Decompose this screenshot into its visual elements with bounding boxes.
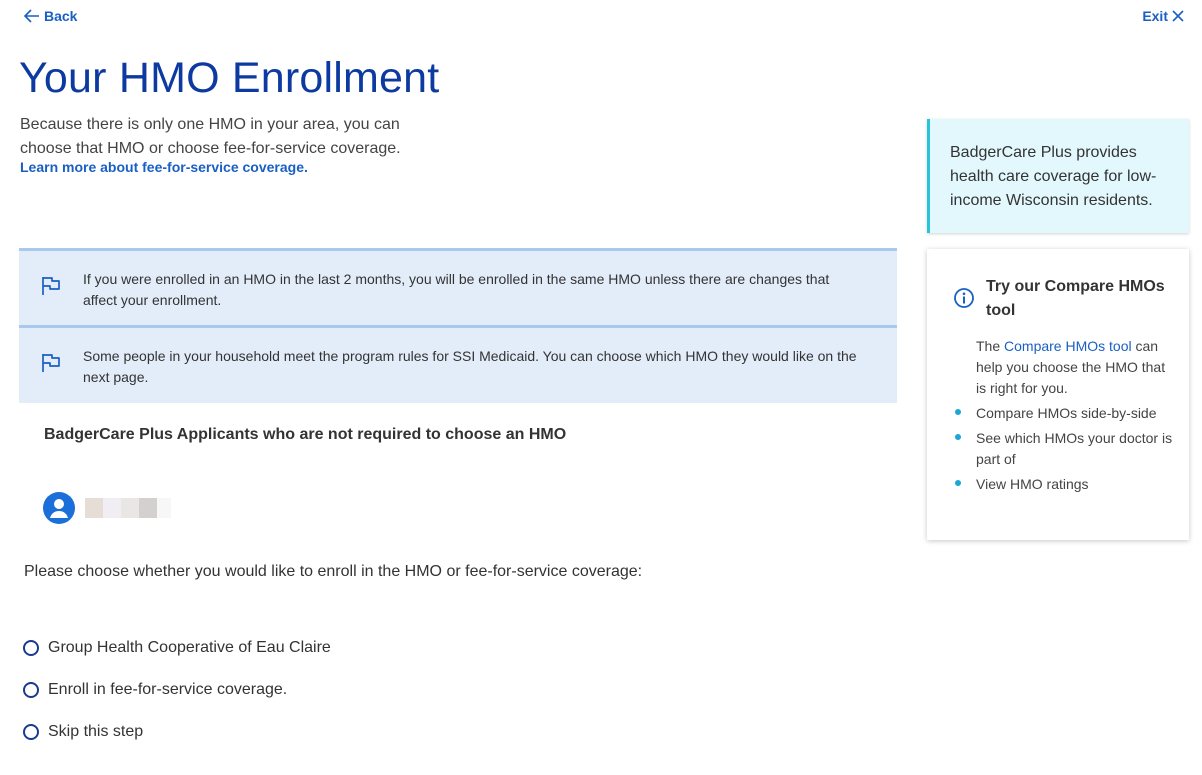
close-icon bbox=[1172, 10, 1184, 22]
exit-label: Exit bbox=[1142, 8, 1168, 24]
compare-hmos-card bbox=[927, 249, 1189, 540]
list-item: Compare HMOs side-by-side bbox=[976, 403, 1181, 424]
list-item: See which HMOs your doctor is part of bbox=[976, 428, 1181, 470]
card-body-suffix: can help you choose the HMO that is right for you. bbox=[976, 338, 1166, 396]
applicants-heading: BadgerCare Plus Applicants who are not required to choose an HMO bbox=[44, 426, 567, 443]
radio-option-fee-for-service[interactable] bbox=[23, 681, 287, 699]
info-icon bbox=[953, 287, 975, 309]
flag-icon bbox=[40, 352, 62, 374]
applicant-name-redacted bbox=[85, 498, 171, 518]
list-item: View HMO ratings bbox=[976, 474, 1181, 495]
choice-prompt: Please choose whether you would like to enroll in the HMO or fee-for-service coverage: bbox=[24, 563, 643, 580]
card-body bbox=[976, 336, 1176, 399]
intro-text: Because there is only one HMO in your area, you can choose that HMO or choose fee-for-service coverage. bbox=[20, 116, 401, 157]
page-title: Your HMO Enrollment bbox=[19, 54, 440, 102]
radio-label: Enroll in fee-for-service coverage. bbox=[48, 681, 288, 698]
alert-text: Some people in your household meet the program rules for SSI Medicaid. You can choose which HMO they would like on the next page. bbox=[83, 348, 857, 385]
back-link[interactable] bbox=[24, 8, 77, 24]
radio-option-group-health[interactable] bbox=[23, 639, 331, 657]
alert-ssi-medicaid bbox=[19, 325, 897, 403]
back-label: Back bbox=[44, 8, 78, 24]
badgercare-info-box: BadgerCare Plus provides health care coverage for low-income Wisconsin residents. bbox=[927, 119, 1189, 233]
card-body-prefix: The bbox=[976, 338, 1005, 354]
card-title: Try our Compare HMOs tool bbox=[986, 278, 1165, 319]
alert-previous-enrollment bbox=[19, 248, 897, 327]
radio-button[interactable] bbox=[23, 682, 39, 698]
applicant-row bbox=[43, 492, 171, 524]
arrow-left-icon bbox=[24, 9, 40, 23]
user-avatar-icon bbox=[43, 492, 75, 524]
radio-button[interactable] bbox=[23, 724, 39, 740]
compare-hmos-tool-link[interactable]: Compare HMOs tool bbox=[1004, 338, 1132, 354]
card-bullet-list bbox=[976, 403, 1181, 499]
radio-label: Skip this step bbox=[48, 723, 144, 740]
learn-more-link[interactable]: Learn more about fee-for-service coverage. bbox=[20, 159, 308, 175]
radio-button[interactable] bbox=[23, 640, 39, 656]
exit-link[interactable] bbox=[1142, 8, 1184, 24]
radio-label: Group Health Cooperative of Eau Claire bbox=[48, 639, 331, 656]
alert-text: If you were enrolled in an HMO in the last 2 months, you will be enrolled in the same HMO unless there are changes that affect your enrollment. bbox=[83, 271, 830, 308]
flag-icon bbox=[40, 275, 62, 297]
radio-option-skip[interactable] bbox=[23, 723, 143, 741]
